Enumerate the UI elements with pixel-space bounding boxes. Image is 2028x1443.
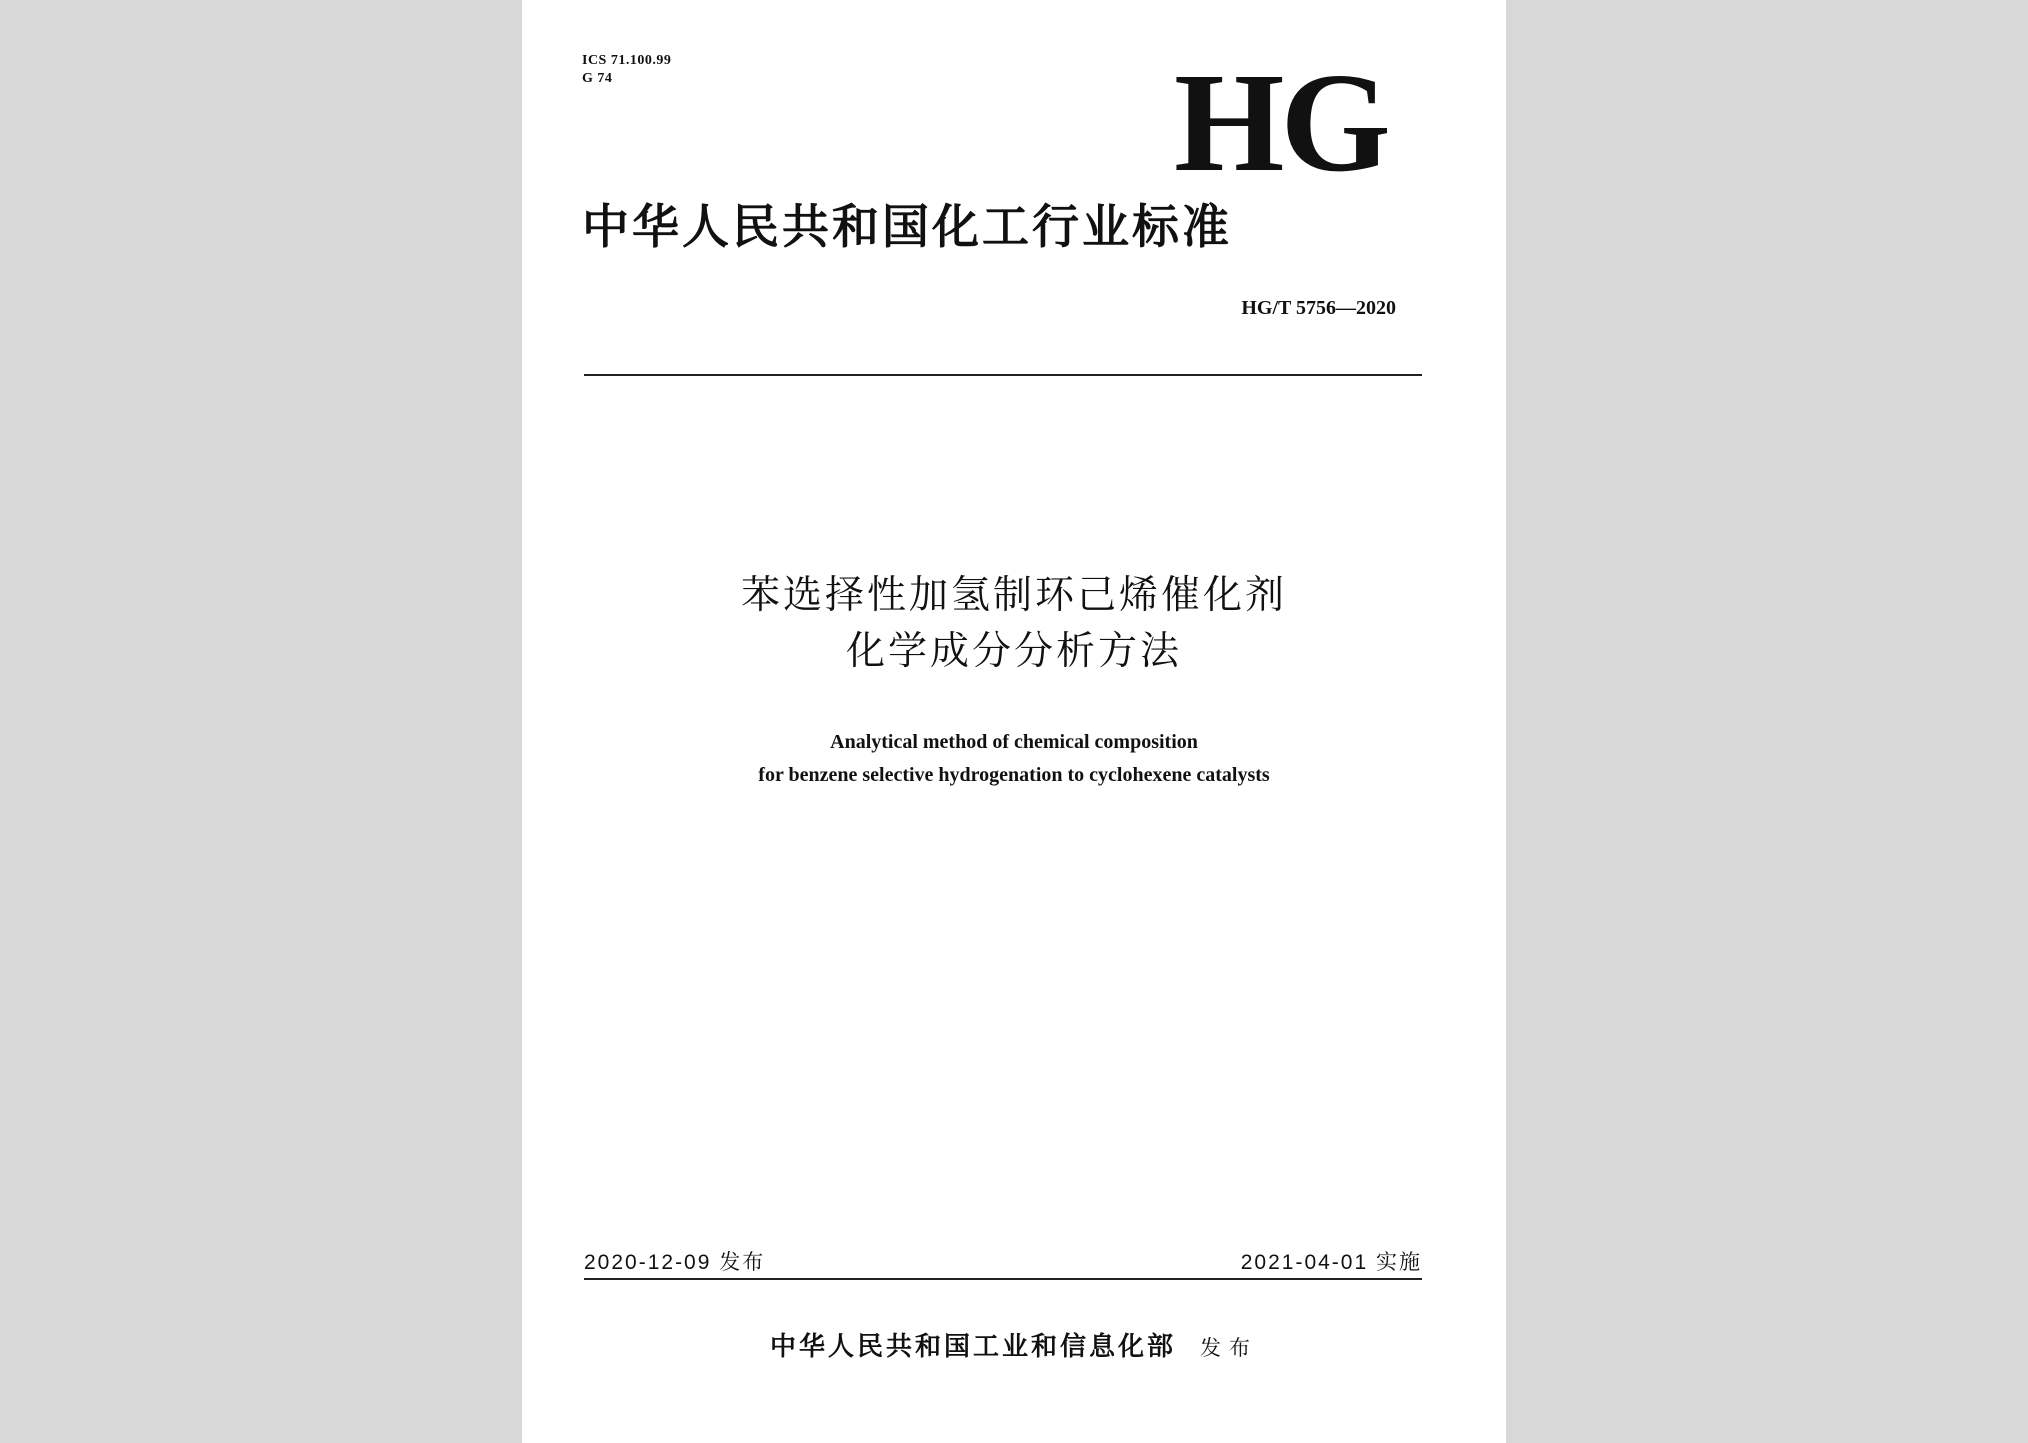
chinese-title-line-1: 苯选择性加氢制环己烯催化剂 xyxy=(740,573,1287,618)
english-title-line-2: for benzene selective hydrogenation to cyclohexene catalysts xyxy=(758,764,1270,786)
publication-date: 2020-12-09 发布 xyxy=(584,1251,766,1274)
issuing-authority xyxy=(522,1326,1506,1363)
date-row xyxy=(584,1246,1422,1280)
english-title-line-1: Analytical method of chemical composition xyxy=(830,731,1198,753)
ics-code: ICS 71.100.99 xyxy=(582,53,672,68)
effective-date: 2021-04-01 实施 xyxy=(1240,1251,1422,1274)
chinese-title-line-2: 化学成分分析方法 xyxy=(845,629,1182,674)
header-divider xyxy=(584,374,1422,376)
hg-logo: HG xyxy=(1174,43,1387,201)
classification-codes xyxy=(582,52,671,88)
standard-number: HG/T 5756—2020 xyxy=(1241,297,1396,319)
standard-cover-page xyxy=(522,0,1506,1443)
english-title xyxy=(522,726,1506,792)
chinese-title xyxy=(522,568,1506,680)
ccs-code: G 74 xyxy=(582,71,613,86)
issuer-name: 中华人民共和国工业和信息化部 xyxy=(769,1332,1176,1362)
issuer-suffix: 发布 xyxy=(1200,1336,1258,1360)
standard-type-heading: 中华人民共和国化工行业标准 xyxy=(582,200,1232,255)
